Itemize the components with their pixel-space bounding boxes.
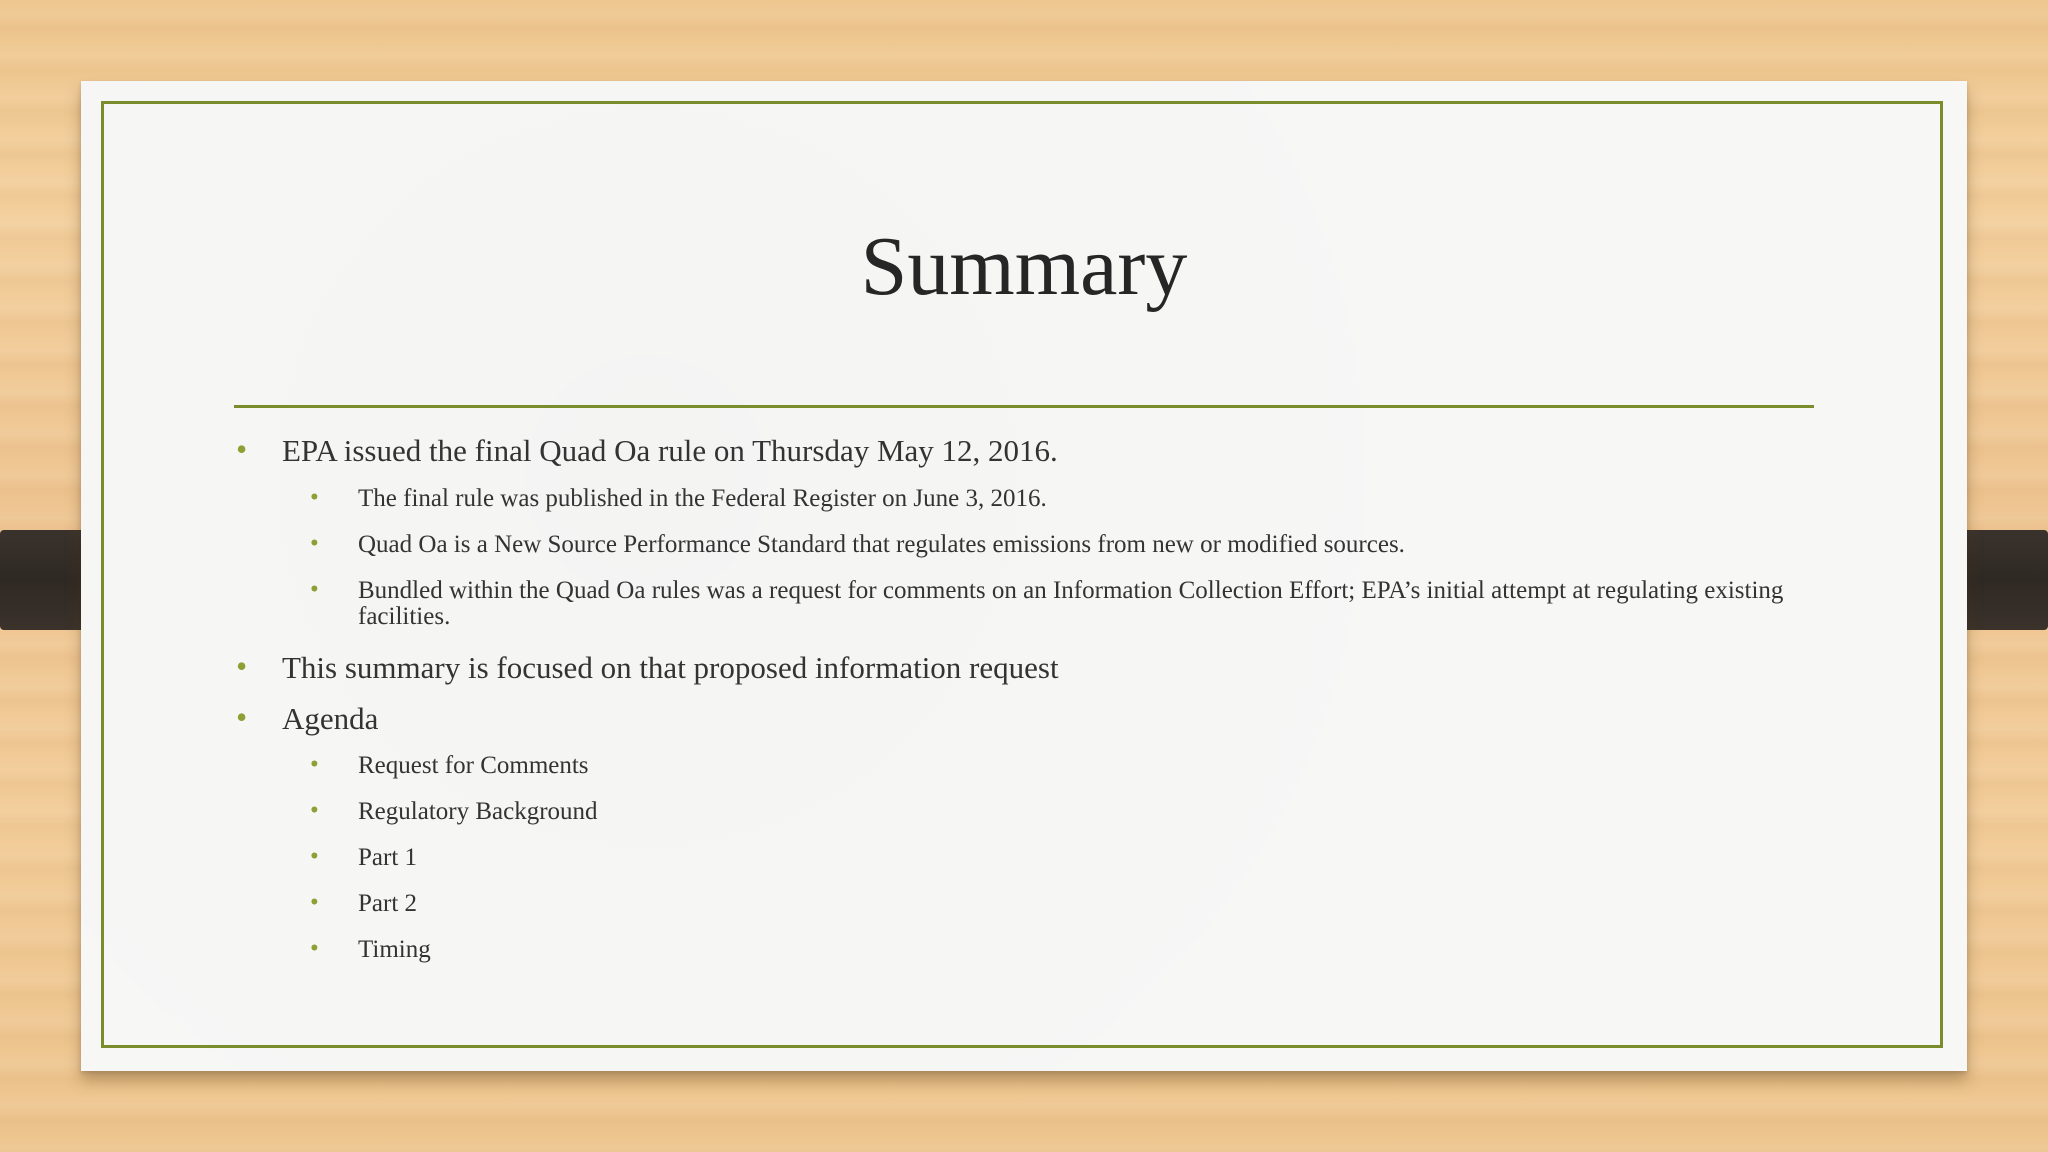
bullet-item (236, 699, 379, 737)
bullet-text: This summary is focused on that proposed information request (282, 650, 1059, 685)
bullet-dot-icon: • (310, 935, 319, 962)
bullet-text: Request for Comments (358, 752, 589, 779)
bullet-dot-icon: • (236, 431, 248, 467)
sub-bullet-item (310, 484, 1818, 512)
bullet-text: Quad Oa is a New Source Performance Standard that regulates emissions from new or modified sources. (358, 531, 1405, 558)
bullet-dot-icon: • (310, 751, 319, 778)
bullet-text: EPA issued the final Quad Oa rule on Thursday May 12, 2016. (282, 433, 1058, 468)
bullet-dot-icon: • (310, 797, 319, 824)
bullet-text: Part 2 (358, 890, 418, 917)
bullet-text: Bundled within the Quad Oa rules was a request for comments on an Information Collection Effort; EPA’s initial attempt at regulating existing facilities. (358, 577, 1784, 630)
bullet-text: The final rule was published in the Federal Register on June 3, 2016. (358, 485, 1047, 512)
sub-bullet-item (310, 843, 1818, 871)
bullet-text: Timing (358, 936, 431, 963)
bullet-dot-icon: • (310, 576, 319, 603)
bullet-text: Part 1 (358, 844, 418, 871)
bullet-item (236, 431, 1058, 469)
bullet-dot-icon: • (310, 889, 319, 916)
sub-bullet-item (310, 935, 1818, 963)
sub-bullet-item (310, 576, 1818, 630)
bullet-text: Agenda (282, 701, 379, 736)
bullet-text: Regulatory Background (358, 798, 598, 825)
bullet-dot-icon: • (310, 530, 319, 557)
bullet-dot-icon: • (236, 699, 248, 735)
slide-title: Summary (860, 220, 1188, 313)
bullet-dot-icon: • (236, 648, 248, 684)
sub-bullet-item (310, 797, 1818, 825)
sub-bullet-item (310, 751, 1818, 779)
bullet-dot-icon: • (310, 843, 319, 870)
bullet-item (236, 648, 1059, 686)
bullet-dot-icon: • (310, 484, 319, 511)
sub-bullet-item (310, 889, 1818, 917)
sub-bullet-item (310, 530, 1818, 558)
